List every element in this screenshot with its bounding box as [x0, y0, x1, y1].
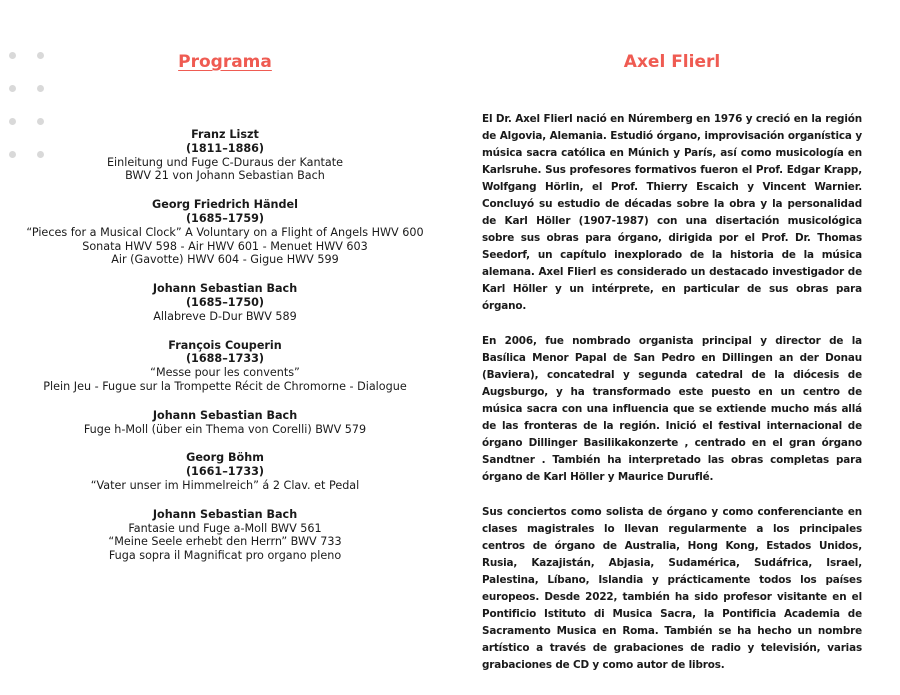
dot: [9, 52, 16, 59]
work-title: Allabreve D-Dur BWV 589: [153, 309, 297, 323]
program-piece: [20, 339, 430, 394]
composer-dates: (1811–1886): [185, 141, 265, 155]
composer-name: Johann Sebastian Bach: [152, 408, 298, 422]
program-list: [20, 128, 430, 563]
bio-paragraph: Sus conciertos como solista de órgano y como conferenciante en clases magistrales lo llevan regularmente a los principales centros de órgano de Australia, Hong Kong, Estados Unidos, Rusia, Kazajistán, Abjasia, Sudamérica, Sudáfrica, Israel, Palestina, Líbano, Islandia y prácticamente todos los países europeos. Desde 2022, también ha sido profesor visitante en el Pontificio Istituto di Musica Sacra, la Pontificia Academia de Sacramento Musica en Roma. También se ha hecho un nombre artístico a través de grabaciones de radio y televisión, varias grabaciones de CD y como autor de libros.: [482, 506, 862, 671]
work-title: Air (Gavotte) HWV 604 - Gigue HWV 599: [111, 253, 339, 267]
dot: [9, 118, 16, 125]
work-title: Fuge h-Moll (über ein Thema von Corelli) BWV 579: [83, 422, 367, 436]
program-title: Programa: [178, 52, 272, 72]
work-title: Einleitung und Fuge C-Duraus der Kantate: [106, 155, 344, 169]
bio-section: [482, 48, 862, 692]
composer-name: François Couperin: [168, 338, 282, 352]
dot: [9, 85, 16, 92]
work-title: “Pieces for a Musical Clock” A Voluntary on a Flight of Angels HWV 600: [26, 225, 424, 239]
program-piece: [20, 409, 430, 437]
dot: [9, 151, 16, 158]
program-piece: [20, 508, 430, 563]
work-title: Sonata HWV 598 - Air HWV 601 - Menuet HWV 603: [82, 239, 368, 253]
program-piece: [20, 128, 430, 183]
composer-dates: (1688–1733): [185, 352, 265, 366]
program-piece: [20, 282, 430, 323]
work-title: Fuga sopra il Magnificat pro organo pleno: [108, 549, 342, 563]
work-title: “Vater unser im Himmelreich” á 2 Clav. et Pedal: [90, 478, 360, 492]
composer-dates: (1661–1733): [185, 465, 265, 479]
work-title: “Meine Seele erhebt den Herrn” BWV 733: [108, 535, 342, 549]
program-section: [20, 48, 430, 578]
work-title: Plein Jeu - Fugue sur la Trompette Récit de Chromorne - Dialogue: [43, 379, 407, 393]
work-title: Fantasie und Fuge a-Moll BWV 561: [128, 521, 322, 535]
composer-name: Georg Friedrich Händel: [152, 198, 298, 212]
composer-name: Johann Sebastian Bach: [152, 507, 298, 521]
bio-title: Axel Flierl: [623, 52, 721, 72]
work-title: BWV 21 von Johann Sebastian Bach: [125, 169, 325, 183]
composer-name: Georg Böhm: [186, 451, 264, 465]
composer-name: Johann Sebastian Bach: [152, 282, 298, 296]
composer-name: Franz Liszt: [191, 128, 259, 141]
work-title: “Messe pour les convents”: [150, 366, 300, 380]
bio-paragraph: El Dr. Axel Flierl nació en Núremberg en 1976 y creció en la región de Algovia, Alemania. Estudió órgano, improvisación organística y música sacra católica en Múnich y París, así como musicología en Karlsruhe. Sus profesores formativos fueron el Prof. Edgar Krapp, Wolfgang Hörlin, el Prof. Thierry Escaich y Vincent Warnier. Concluyó su estudio de décadas sobre la obra y la personalidad de Karl Höller (1907-1987) con una disertación musicológica sobre sus obras para órgano, dirigida por el Prof. Dr. Thomas Seedorf, un capítulo inexplorado de la historia de la música alemana. Axel Flierl es considerado un destacado investigador de Karl Höller y un intérprete, en particular de sus obras para órgano.: [482, 113, 862, 312]
program-piece: [20, 451, 430, 492]
program-piece: [20, 198, 430, 267]
bio-paragraph: En 2006, fue nombrado organista principal y director de la Basílica Menor Papal de San Pedro en Dillingen an der Donau (Baviera), concatedral y segunda catedral de la diócesis de Augsburgo, y ha transformado este puesto en un centro de música sacra con una influencia que se extiende mucho más allá de las fronteras de la región. Inició el festival internacional de órgano Dillinger Basilikakonzerte , centrado en el gran órgano Sandtner . También ha interpretado las obras completas para órgano de Karl Höller y Maurice Duruflé.: [482, 335, 862, 483]
composer-dates: (1685–1759): [185, 211, 265, 225]
composer-dates: (1685–1750): [185, 295, 265, 309]
